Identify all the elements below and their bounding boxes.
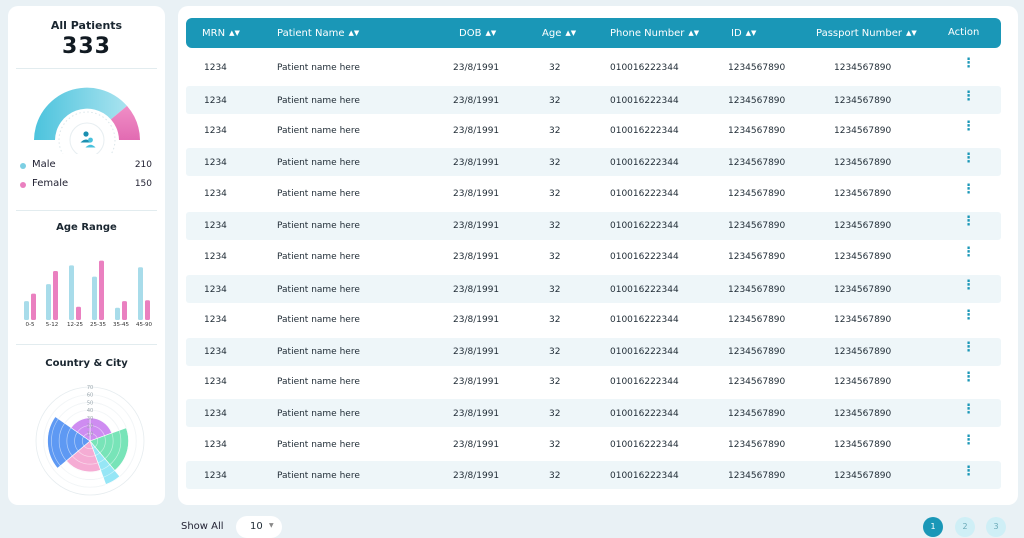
all-patients-title: All Patients	[50, 19, 123, 32]
more-actions-icon[interactable]: ⋮	[962, 340, 975, 355]
cell-id: 1234567890	[728, 377, 786, 387]
cell-id: 1234567890	[728, 63, 786, 73]
sort-icon: ▲▼	[348, 29, 360, 37]
cell-age: 32	[549, 252, 561, 262]
cell-phone-number: 010016222344	[610, 189, 679, 199]
age-bar-35-45-0	[115, 308, 120, 320]
legend-label: Male	[32, 159, 56, 170]
cell-mrn: 1234	[204, 96, 227, 106]
column-label: ID	[731, 28, 742, 39]
cell-patient-name: Patient name here	[277, 126, 360, 136]
cell-dob: 23/8/1991	[453, 221, 500, 231]
cell-mrn: 1234	[204, 158, 227, 168]
age-bar-0-5-0	[24, 301, 29, 320]
age-bar-35-45-1	[122, 301, 127, 320]
more-actions-icon[interactable]: ⋮	[962, 56, 975, 71]
cell-id: 1234567890	[728, 189, 786, 199]
page-button-3[interactable]: 3	[986, 517, 1006, 537]
cell-patient-name: Patient name here	[277, 221, 360, 231]
polar-tick-label: 70	[86, 385, 94, 391]
cell-age: 32	[549, 377, 561, 387]
table-row[interactable]	[186, 399, 1001, 427]
column-id[interactable]	[731, 18, 756, 48]
column-action	[948, 18, 979, 48]
cell-id: 1234567890	[728, 126, 786, 136]
column-label: Age	[542, 28, 562, 39]
table-row[interactable]	[186, 244, 1001, 272]
table-row[interactable]	[186, 306, 1001, 334]
cell-dob: 23/8/1991	[453, 126, 500, 136]
divider	[16, 344, 157, 345]
age-bar-45-90-0	[138, 267, 143, 320]
page-size-value: 10	[250, 521, 263, 532]
age-bar-45-90-1	[145, 300, 150, 320]
age-bar-12-25-1	[76, 307, 81, 320]
cell-phone-number: 010016222344	[610, 347, 679, 357]
column-mrn[interactable]	[202, 18, 240, 48]
cell-id: 1234567890	[728, 315, 786, 325]
age-bar-25-35-0	[92, 277, 97, 320]
cell-passport-number: 1234567890	[834, 189, 892, 199]
more-actions-icon[interactable]: ⋮	[962, 245, 975, 260]
column-age[interactable]	[542, 18, 576, 48]
cell-phone-number: 010016222344	[610, 221, 679, 231]
cell-dob: 23/8/1991	[453, 409, 500, 419]
country-city-title: Country & City	[45, 358, 128, 369]
more-actions-icon[interactable]: ⋮	[962, 89, 975, 104]
more-actions-icon[interactable]: ⋮	[962, 151, 975, 166]
cell-patient-name: Patient name here	[277, 377, 360, 387]
cell-dob: 23/8/1991	[453, 377, 500, 387]
cell-dob: 23/8/1991	[453, 471, 500, 481]
legend-male	[20, 159, 152, 173]
cell-mrn: 1234	[204, 440, 227, 450]
cell-id: 1234567890	[728, 347, 786, 357]
age-tick-label: 5-12	[45, 322, 59, 328]
cell-passport-number: 1234567890	[834, 158, 892, 168]
cell-passport-number: 1234567890	[834, 471, 892, 481]
polar-tick-label: 40	[86, 408, 94, 415]
cell-patient-name: Patient name here	[277, 315, 360, 325]
cell-age: 32	[549, 440, 561, 450]
show-all-label: Show All	[181, 521, 224, 532]
cell-mrn: 1234	[204, 252, 227, 262]
cell-age: 32	[549, 63, 561, 73]
cell-age: 32	[549, 409, 561, 419]
cell-id: 1234567890	[728, 285, 786, 295]
cell-phone-number: 010016222344	[610, 158, 679, 168]
cell-patient-name: Patient name here	[277, 96, 360, 106]
more-actions-icon[interactable]: ⋮	[962, 278, 975, 293]
chevron-down-icon: ▼	[269, 522, 274, 529]
more-actions-icon[interactable]: ⋮	[962, 464, 975, 479]
column-label: DOB	[459, 28, 482, 39]
gender-gauge-chart	[30, 78, 144, 154]
column-label: Action	[948, 27, 980, 38]
column-phone-number[interactable]	[610, 18, 699, 48]
cell-phone-number: 010016222344	[610, 252, 679, 262]
table-header	[186, 18, 1001, 48]
cell-dob: 23/8/1991	[453, 315, 500, 325]
polar-tick-label: 30	[86, 415, 94, 422]
age-range-title: Age Range	[56, 222, 117, 233]
cell-dob: 23/8/1991	[453, 63, 500, 73]
cell-id: 1234567890	[728, 409, 786, 419]
age-bar-0-5-1	[31, 294, 36, 320]
age-bar-5-12-1	[53, 271, 58, 320]
column-label: MRN	[202, 28, 226, 39]
cell-mrn: 1234	[204, 471, 227, 481]
cell-age: 32	[549, 96, 561, 106]
cell-passport-number: 1234567890	[834, 347, 892, 357]
cell-patient-name: Patient name here	[277, 63, 360, 73]
cell-mrn: 1234	[204, 409, 227, 419]
cell-dob: 23/8/1991	[453, 158, 500, 168]
cell-mrn: 1234	[204, 347, 227, 357]
age-range-chart	[18, 250, 158, 320]
cell-passport-number: 1234567890	[834, 63, 892, 73]
patient-total-count: 333	[62, 34, 111, 59]
page-size-select[interactable]	[236, 516, 282, 538]
age-tick-label: 25-35	[90, 322, 106, 328]
cell-patient-name: Patient name here	[277, 158, 360, 168]
column-label: Passport Number	[816, 28, 902, 39]
age-tick-label: 12-25	[67, 322, 83, 328]
cell-patient-name: Patient name here	[277, 189, 360, 199]
age-tick-label: 45-90	[136, 322, 152, 328]
polar-tick-label: 10	[86, 431, 94, 438]
cell-phone-number: 010016222344	[610, 409, 679, 419]
cell-passport-number: 1234567890	[834, 96, 892, 106]
legend-count: 210	[134, 160, 152, 170]
cell-dob: 23/8/1991	[453, 440, 500, 450]
cell-age: 32	[549, 285, 561, 295]
cell-phone-number: 010016222344	[610, 285, 679, 295]
cell-patient-name: Patient name here	[277, 285, 360, 295]
table-row[interactable]	[186, 461, 1001, 489]
age-tick-label: 35-45	[113, 322, 129, 328]
cell-phone-number: 010016222344	[610, 440, 679, 450]
column-dob[interactable]	[459, 18, 496, 48]
cell-mrn: 1234	[204, 285, 227, 295]
cell-passport-number: 1234567890	[834, 285, 892, 295]
cell-age: 32	[549, 315, 561, 325]
cell-dob: 23/8/1991	[453, 96, 500, 106]
cell-phone-number: 010016222344	[610, 96, 679, 106]
cell-dob: 23/8/1991	[453, 285, 500, 295]
cell-phone-number: 010016222344	[610, 315, 679, 325]
table-row[interactable]	[186, 338, 1001, 366]
age-tick-label: 0-5	[25, 322, 35, 328]
column-passport-number[interactable]	[816, 18, 917, 48]
table-row[interactable]	[186, 117, 1001, 145]
polar-tick-label: 60	[86, 392, 94, 399]
cell-dob: 23/8/1991	[453, 252, 500, 262]
age-bar-5-12-0	[46, 284, 51, 320]
page-button-1[interactable]: 1	[923, 517, 943, 537]
legend-dot-male	[20, 163, 26, 169]
cell-id: 1234567890	[728, 158, 786, 168]
legend-dot-female	[20, 182, 26, 188]
cell-passport-number: 1234567890	[834, 440, 892, 450]
legend-female	[20, 178, 152, 192]
cell-mrn: 1234	[204, 221, 227, 231]
cell-patient-name: Patient name here	[277, 440, 360, 450]
age-bar-12-25-0	[69, 265, 74, 320]
divider	[16, 68, 157, 69]
cell-mrn: 1234	[204, 63, 227, 73]
table-row[interactable]	[186, 180, 1001, 208]
cell-patient-name: Patient name here	[277, 252, 360, 262]
table-row[interactable]	[186, 275, 1001, 303]
table-row[interactable]	[186, 86, 1001, 114]
cell-id: 1234567890	[728, 96, 786, 106]
cell-phone-number: 010016222344	[610, 471, 679, 481]
cell-mrn: 1234	[204, 126, 227, 136]
sort-icon: ▲▼	[485, 29, 497, 37]
sort-icon: ▲▼	[745, 29, 757, 37]
cell-dob: 23/8/1991	[453, 347, 500, 357]
more-actions-icon[interactable]: ⋮	[962, 308, 975, 323]
cell-passport-number: 1234567890	[834, 126, 892, 136]
cell-passport-number: 1234567890	[834, 221, 892, 231]
cell-patient-name: Patient name here	[277, 347, 360, 357]
table-row[interactable]	[186, 212, 1001, 240]
cell-patient-name: Patient name here	[277, 409, 360, 419]
more-actions-icon[interactable]: ⋮	[962, 119, 975, 134]
sort-icon: ▲▼	[229, 29, 240, 37]
sort-icon: ▲▼	[688, 29, 700, 37]
cell-phone-number: 010016222344	[610, 126, 679, 136]
sort-icon: ▲▼	[565, 29, 577, 37]
cell-passport-number: 1234567890	[834, 409, 892, 419]
table-row[interactable]	[186, 148, 1001, 176]
legend-label: Female	[32, 178, 69, 189]
column-label: Phone Number	[610, 28, 685, 39]
table-row[interactable]	[186, 430, 1001, 458]
cell-mrn: 1234	[204, 377, 227, 387]
cell-passport-number: 1234567890	[834, 377, 892, 387]
cell-mrn: 1234	[204, 315, 227, 325]
cell-id: 1234567890	[728, 221, 786, 231]
more-actions-icon[interactable]: ⋮	[962, 433, 975, 448]
more-actions-icon[interactable]: ⋮	[962, 214, 975, 229]
country-city-polar-chart	[31, 378, 149, 496]
polar-tick-label: 20	[86, 423, 94, 430]
cell-age: 32	[549, 471, 561, 481]
more-actions-icon[interactable]: ⋮	[962, 370, 975, 385]
cell-id: 1234567890	[728, 440, 786, 450]
page-button-2[interactable]: 2	[955, 517, 975, 537]
cell-age: 32	[549, 158, 561, 168]
cell-id: 1234567890	[728, 252, 786, 262]
sort-icon: ▲▼	[905, 29, 917, 37]
cell-passport-number: 1234567890	[834, 252, 892, 262]
cell-age: 32	[549, 189, 561, 199]
table-row[interactable]	[186, 368, 1001, 396]
table-row[interactable]	[186, 55, 1001, 83]
more-actions-icon[interactable]: ⋮	[962, 182, 975, 197]
cell-passport-number: 1234567890	[834, 315, 892, 325]
cell-phone-number: 010016222344	[610, 63, 679, 73]
age-bar-25-35-1	[99, 261, 104, 320]
legend-count: 150	[134, 179, 152, 189]
cell-mrn: 1234	[204, 189, 227, 199]
cell-id: 1234567890	[728, 471, 786, 481]
column-patient-name[interactable]	[277, 18, 359, 48]
cell-patient-name: Patient name here	[277, 471, 360, 481]
cell-age: 32	[549, 347, 561, 357]
cell-phone-number: 010016222344	[610, 377, 679, 387]
cell-age: 32	[549, 126, 561, 136]
column-label: Patient Name	[277, 28, 345, 39]
polar-tick-label: 50	[86, 400, 94, 407]
divider	[16, 210, 157, 211]
patient-summary-panel	[8, 6, 165, 505]
cell-age: 32	[549, 221, 561, 231]
more-actions-icon[interactable]: ⋮	[962, 402, 975, 417]
cell-dob: 23/8/1991	[453, 189, 500, 199]
